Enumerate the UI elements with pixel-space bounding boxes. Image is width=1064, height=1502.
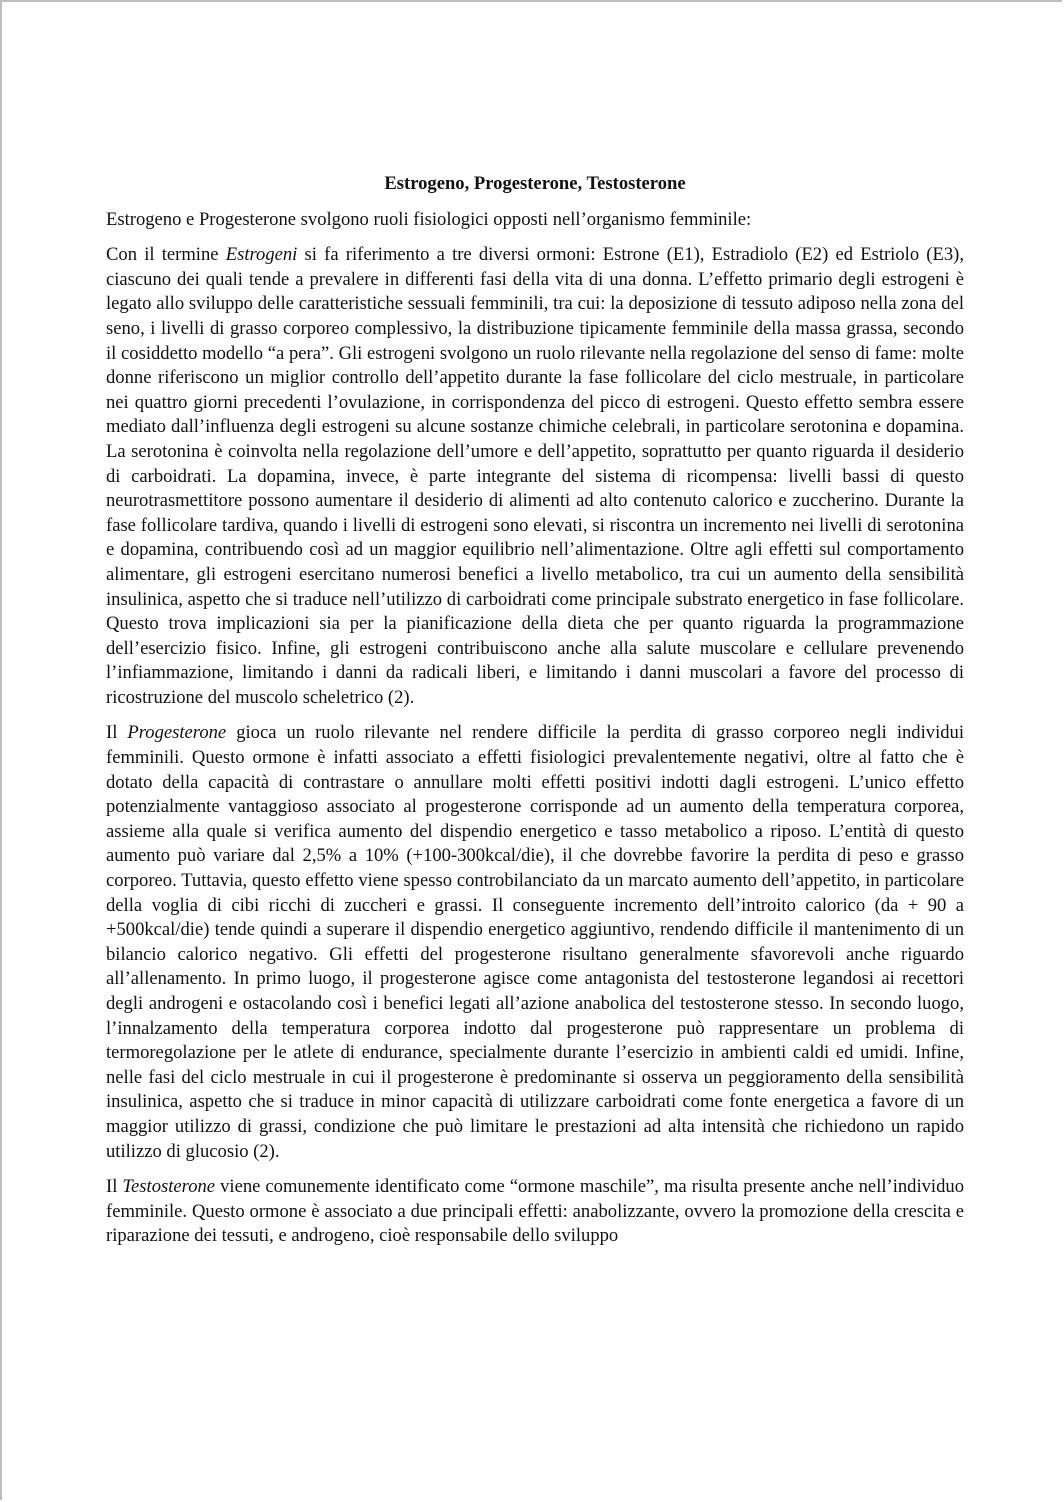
document-title: Estrogeno, Progesterone, Testosterone <box>384 173 686 194</box>
paragraph-estrogeni-text: si fa riferimento a tre diversi ormoni: Estrone (E1), Estradiolo (E2) ed Estriolo (E3), ciascuno dei quali tende a prevalere in differenti fasi della vita di una donna. L’effetto primario degli estrogeni è legato allo sviluppo delle caratteristiche sessuali femminili, tra cui: la deposizione di tessuto adiposo nella zona del seno, i livelli di grasso corporeo complessivo, la distribuzione tipicamente femminile della massa grassa, secondo il cosiddetto modello “a pera”. Gli estrogeni svolgono un ruolo rilevante nella regolazione del senso di fame: molte donne riferiscono un miglior controllo dell’appetito durante la fase follicolare del ciclo mestruale, in particolare nei quattro giorni precedenti l’ovulazione, in corrispondenza del picco di estrogeni. Questo effetto sembra essere mediato dall’influenza degli estrogeni su alcune sostanze chimiche celebrali, in particolare serotonina e dopamina. La serotonina è coinvolta nella regolazione dell’umore e dell’appetito, soprattutto per quanto riguarda il desiderio di carboidrati. La dopamina, invece, è parte integrante del sistema di ricompensa: livelli bassi di questo neurotrasmettitore possono aumentare il desiderio di alimenti ad alto contenuto calorico e zuccherino. Durante la fase follicolare tardiva, quando i livelli di estrogeni sono elevati, si riscontra un incremento nei livelli di serotonina e dopamina, contribuendo così ad un maggior equilibrio nell’alimentazione. Oltre agli effetti sul comportamento alimentare, gli estrogeni esercitano numerosi benefici a livello metabolico, tra cui un aumento della sensibilità insulinica, aspetto che si traduce nell’utilizzo di carboidrati come principale substrato energetico in fase follicolare. Questo trova implicazioni sia per la pianificazione della dieta che per quanto riguarda la programmazione dell’esercizio fisico. Infine, gli estrogeni contribuiscono anche alla salute muscolare e cellulare prevenendo l’infiammazione, limitando i danni da radicali liberi, e limitando i danni muscolari a favore del processo di ricostruzione del muscolo scheletrico (2). <box>106 244 964 708</box>
paragraph-testosterone-lead: Il <box>106 1176 123 1198</box>
paragraph-estrogeni-lead: Con il termine <box>106 244 226 266</box>
term-progesterone: Progesterone <box>127 722 227 744</box>
paragraph-testosterone <box>106 1175 964 1249</box>
paragraph-progesterone <box>106 721 964 1164</box>
document-body <box>106 172 964 1249</box>
term-estrogeni: Estrogeni <box>225 244 298 266</box>
paragraph-progesterone-lead: Il <box>106 722 128 744</box>
paragraph-estrogeni <box>106 243 964 710</box>
term-testosterone: Testosterone <box>122 1176 216 1198</box>
paragraph-testosterone-text: viene comunemente identificato come “ormone maschile”, ma risulta presente anche nell’individuo femminile. Questo ormone è associato a due principali effetti: anabolizzante, ovvero la promozione della crescita e riparazione dei tessuti, e androgeno, cioè responsabile dello sviluppo <box>106 1176 964 1247</box>
paragraph-progesterone-text: gioca un ruolo rilevante nel rendere difficile la perdita di grasso corporeo negli individui femminili. Questo ormone è infatti associato a effetti fisiologici prevalentemente negativi, oltre al fatto che è dotato della capacità di contrastare o annullare molti effetti positivi indotti dagli estrogeni. L’unico effetto potenzialmente vantaggioso associato al progesterone corrisponde ad un aumento della temperatura corporea, assieme alla quale si verifica aumento del dispendio energetico e tasso metabolico a riposo. L’entità di questo aumento può variare dal 2,5% a 10% (+100-300kcal/die), il che dovrebbe favorire la perdita di peso e grasso corporeo. Tuttavia, questo effetto viene spesso controbilanciato da un marcato aumento dell’appetito, in particolare della voglia di cibi ricchi di zuccheri e grassi. Il conseguente incremento dell’introito calorico (da + 90 a +500kcal/die) tende quindi a superare il dispendio energetico aggiuntivo, rendendo difficile il mantenimento di un bilancio calorico negativo. Gli effetti del progesterone risultano generalmente sfavorevoli anche riguardo all’allenamento. In primo luogo, il progesterone agisce come antagonista del testosterone legandosi ai recettori degli androgeni e ostacolando così i benefici legati all’azione anabolica del testosterone stesso. In secondo luogo, l’innalzamento della temperatura corporea indotto dal progesterone può rappresentare un problema di termoregolazione per le atlete di endurance, specialmente durante l’esercizio in ambienti caldi ed umidi. Infine, nelle fasi del ciclo mestruale in cui il progesterone è predominante si osserva un peggioramento della sensibilità insulinica, aspetto che si traduce in minor capacità di utilizzare carboidrati come fonte energetica a favore di un maggior utilizzo di grassi, condizione che può limitare le prestazioni ad alta intensità che richiedono un rapido utilizzo di glucosio (2). <box>106 722 964 1162</box>
intro-paragraph: Estrogeno e Progesterone svolgono ruoli fisiologici opposti nell’organismo femminile: <box>106 208 752 230</box>
